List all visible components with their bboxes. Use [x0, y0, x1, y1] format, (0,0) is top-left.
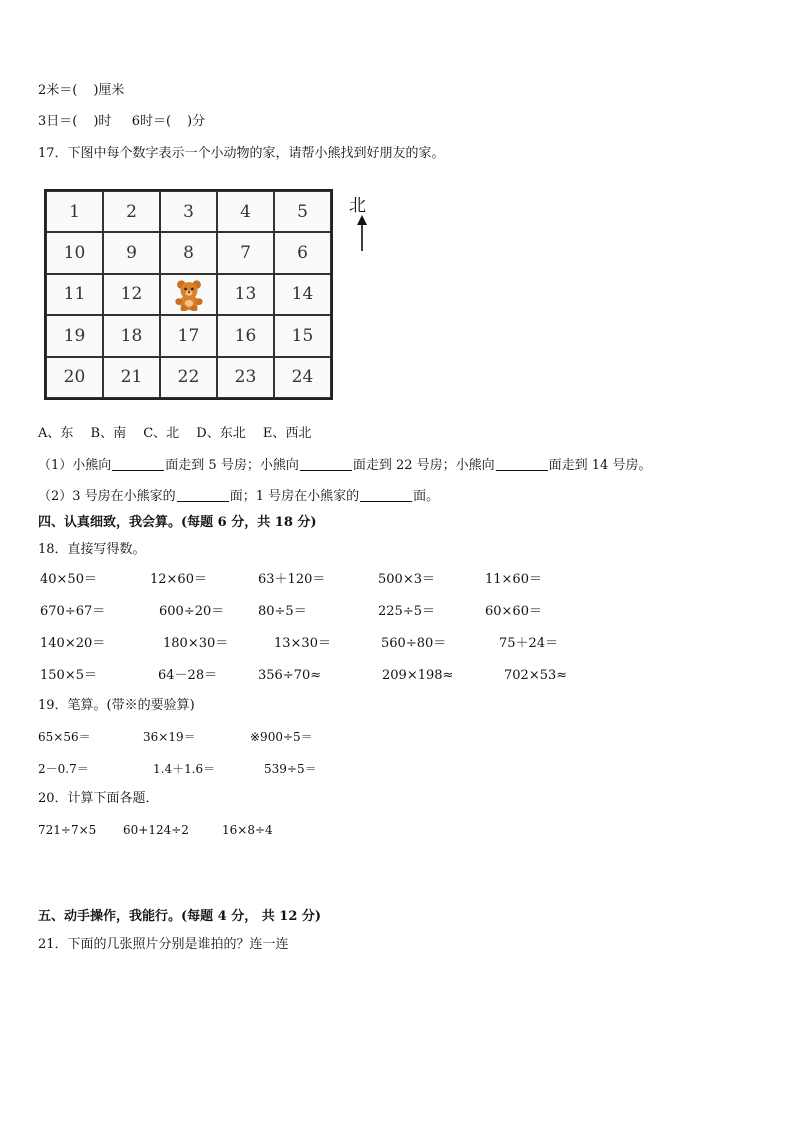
- calc-item: 600÷20＝: [159, 604, 225, 619]
- answer-blank[interactable]: [112, 457, 164, 471]
- calc-item: 11×60＝: [485, 572, 542, 587]
- question-21: 21．下面的几张照片分别是谁拍的？连一连: [38, 937, 289, 952]
- calc-item: 721÷7×5: [38, 823, 97, 837]
- question-19: 19．笔算。(带※的要验算): [38, 698, 195, 713]
- text: 2米＝(: [38, 83, 78, 98]
- text: 面。: [413, 489, 440, 504]
- grid-cell: 18: [103, 315, 160, 356]
- text: 面走到 5 号房；小熊向: [165, 458, 299, 473]
- calc-item: 64－28＝: [158, 668, 218, 683]
- answer-blank[interactable]: [496, 457, 548, 471]
- grid-cell: 14: [274, 274, 331, 315]
- calc-item: 36×19＝: [143, 730, 196, 744]
- text: 面走到 14 号房。: [548, 458, 652, 473]
- calc-item: 180×30＝: [163, 636, 229, 651]
- question-17-2: [38, 488, 439, 506]
- text: )时: [93, 114, 112, 129]
- calc-item: 560÷80＝: [381, 636, 447, 651]
- grid-cell: 15: [274, 315, 331, 356]
- calc-item: 13×30＝: [274, 636, 331, 651]
- grid-cell: 6: [274, 232, 331, 273]
- question-17-1: [38, 457, 651, 475]
- calc-item: ※900÷5＝: [250, 730, 313, 744]
- grid-cell: 19: [46, 315, 103, 356]
- calc-item: 63＋120＝: [258, 572, 326, 587]
- bear-cell: [160, 274, 217, 315]
- grid-cell: 13: [217, 274, 274, 315]
- grid-cell: 12: [103, 274, 160, 315]
- grid-cell: 24: [274, 357, 331, 398]
- grid-cell: 2: [103, 191, 160, 232]
- question-17: 17．下图中每个数字表示一个小动物的家，请帮小熊找到好朋友的家。: [38, 146, 445, 161]
- grid-cell: 17: [160, 315, 217, 356]
- question-18: 18．直接写得数。: [38, 542, 146, 557]
- text: （2）3 号房在小熊家的: [38, 489, 176, 504]
- section-5-heading: 五、动手操作，我能行。(每题 4 分， 共 12 分): [38, 909, 322, 924]
- calc-item: 40×50＝: [40, 572, 97, 587]
- grid-cell: 4: [217, 191, 274, 232]
- calc-item: 225÷5＝: [378, 604, 435, 619]
- text: )厘米: [93, 83, 125, 98]
- text: 3日＝(: [38, 114, 78, 129]
- grid-cell: 9: [103, 232, 160, 273]
- calc-item: 702×53≈: [504, 668, 568, 683]
- conversion-line-1: [38, 82, 124, 100]
- grid-cell: 3: [160, 191, 217, 232]
- grid-cell: 11: [46, 274, 103, 315]
- bear-icon: [172, 277, 206, 311]
- grid-cell: 21: [103, 357, 160, 398]
- grid-cell: 22: [160, 357, 217, 398]
- calc-item: 150×5＝: [40, 668, 97, 683]
- calc-item: 539÷5＝: [264, 762, 317, 776]
- direction-options: A、东 B、南 C、北 D、东北 E、西北: [38, 426, 312, 441]
- calc-item: 16×8÷4: [222, 823, 273, 837]
- calc-item: 65×56＝: [38, 730, 91, 744]
- calc-item: 356÷70≈: [258, 668, 322, 683]
- grid-cell: 16: [217, 315, 274, 356]
- grid-cell: 23: [217, 357, 274, 398]
- question-20: 20．计算下面各题．: [38, 791, 159, 806]
- grid-cell: 1: [46, 191, 103, 232]
- north-arrow-icon: [355, 215, 369, 253]
- calc-item: 80÷5＝: [258, 604, 307, 619]
- section-4-heading: 四、认真细致，我会算。(每题 6 分，共 18 分): [38, 515, 317, 530]
- calc-item: 75＋24＝: [499, 636, 559, 651]
- text: 面；1 号房在小熊家的: [229, 489, 360, 504]
- calc-item: 500×3＝: [378, 572, 435, 587]
- animal-house-grid: [44, 189, 333, 400]
- text: )分: [187, 114, 206, 129]
- text: 6时＝(: [131, 114, 172, 129]
- calc-item: 140×20＝: [40, 636, 106, 651]
- calc-item: 670÷67＝: [40, 604, 106, 619]
- text: （1）小熊向: [38, 458, 112, 473]
- calc-item: 60×60＝: [485, 604, 542, 619]
- calc-item: 1.4＋1.6＝: [153, 762, 216, 776]
- grid-cell: 8: [160, 232, 217, 273]
- text: 面走到 22 号房；小熊向: [352, 458, 495, 473]
- grid-cell: 10: [46, 232, 103, 273]
- calc-item: 2－0.7＝: [38, 762, 89, 776]
- grid-cell: 5: [274, 191, 331, 232]
- answer-blank[interactable]: [177, 488, 229, 502]
- grid-cell: 20: [46, 357, 103, 398]
- calc-item: 209×198≈: [382, 668, 454, 683]
- calc-item: 12×60＝: [150, 572, 207, 587]
- answer-blank[interactable]: [360, 488, 412, 502]
- answer-blank[interactable]: [300, 457, 352, 471]
- conversion-line-2: [38, 113, 205, 131]
- calc-item: 60+124÷2: [123, 823, 189, 837]
- grid-cell: 7: [217, 232, 274, 273]
- north-label: 北: [349, 196, 366, 216]
